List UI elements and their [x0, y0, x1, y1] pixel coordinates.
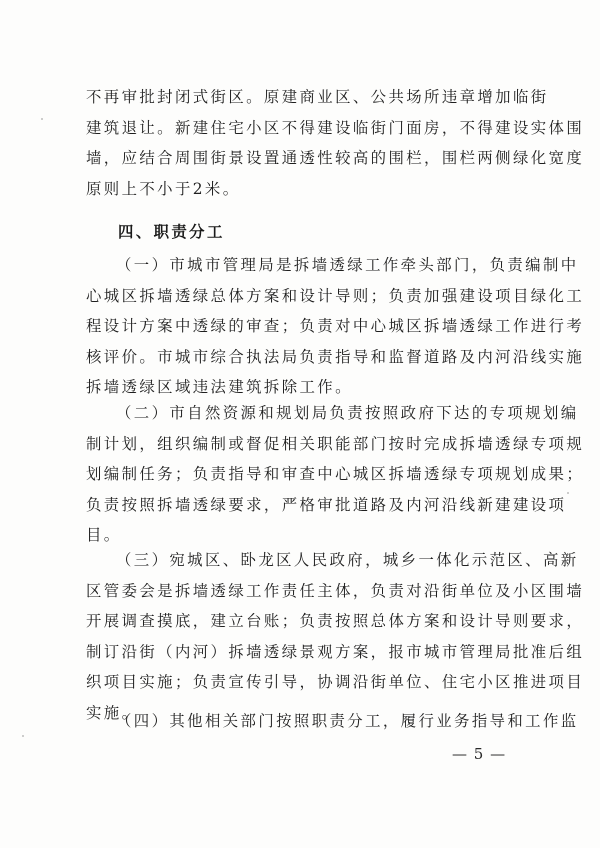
paragraph-line: 程设计方案中透绿的审查；负责对中心城区拆墙透绿工作进行考: [86, 317, 585, 336]
paragraph-line: 不再审批封闭式街区。原建商业区、公共场所违章增加临街: [86, 88, 549, 106]
scan-speck: [567, 492, 569, 494]
paragraph-line: 拆墙透绿区域违法建筑拆除工作。: [86, 378, 353, 397]
paragraph-line: 核评价。市城市综合执法局负责指导和监督道路及内河沿线实施: [86, 347, 585, 366]
paragraph-item-3: [86, 545, 585, 729]
paragraph-intro: [86, 82, 585, 204]
paragraph-line: 织项目实施；负责宣传引导，协调沿街单位、住宅小区推进项目: [86, 673, 585, 692]
paragraph-line: （四）其他相关部门按照职责分工，履行业务指导和工作监: [116, 712, 579, 730]
paragraph-line: 原则上不小于2米。: [86, 179, 241, 198]
paragraph-line: 开展调查摸底，建立台账；负责按照总体方案和设计导则要求，: [86, 612, 585, 631]
section-heading: 四、职责分工: [118, 223, 225, 241]
paragraph-line: 目。: [86, 526, 122, 545]
paragraph-line: 建筑退让。新建住宅小区不得建设临街门面房，不得建设实体围: [86, 118, 585, 137]
paragraph-line: （二）市自然资源和规划局负责按照政府下达的专项规划编: [116, 404, 579, 422]
paragraph-line: 心城区拆墙透绿总体方案和设计导则；负责加强建设项目绿化工: [86, 286, 585, 305]
paragraph-line: 制计划，组织编制或督促相关职能部门按时完成拆墙透绿专项规: [86, 434, 585, 453]
paragraph-line: 实施。: [86, 703, 140, 722]
scan-speck: [22, 735, 24, 737]
paragraph-item-4: [86, 706, 579, 737]
paragraph-line: 划编制任务；负责指导和审查中心城区拆墙透绿专项规划成果；: [86, 465, 585, 484]
paragraph-item-2: [86, 398, 585, 551]
paragraph-line: 区管委会是拆墙透绿工作责任主体，负责对沿街单位及小区围墙: [86, 581, 585, 600]
paragraph-item-1: [86, 250, 585, 403]
scan-speck: [41, 118, 43, 120]
paragraph-line: （一）市城市管理局是拆墙透绿工作牵头部门，负责编制中: [116, 256, 579, 274]
paragraph-line: （三）宛城区、卧龙区人民政府，城乡一体化示范区、高新: [116, 551, 579, 569]
paragraph-line: 负责按照拆墙透绿要求，严格审批道路及内河沿线新建建设项: [86, 495, 567, 514]
paragraph-line: 制订沿街（内河）拆墙透绿景观方案，报市城市管理局批准后组: [86, 642, 585, 661]
page-number: — 5 —: [452, 745, 507, 763]
paragraph-line: 墙，应结合周围街景设置通透性较高的围栏，围栏两侧绿化宽度: [86, 149, 585, 168]
